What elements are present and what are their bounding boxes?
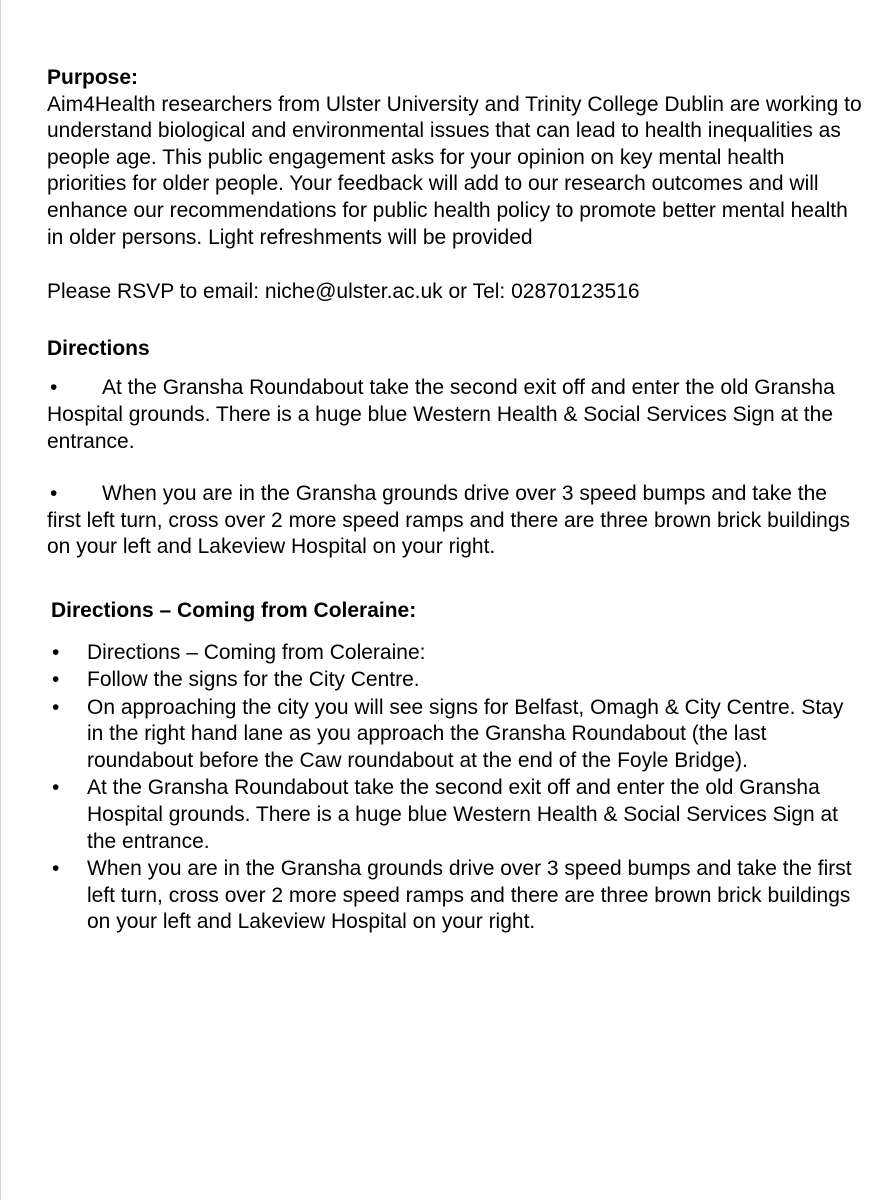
bullet-icon: • <box>50 376 58 400</box>
list-item-text: Follow the signs for the City Centre. <box>87 668 420 692</box>
list-item-text: When you are in the Gransha grounds drive over 3 speed bumps and take the first left turn, cross over 2 more speed ramps and there are three brown brick buildings on your left and Lakeview Hospital on your right. <box>87 857 852 934</box>
rsvp-text: Please RSVP to email: niche@ulster.ac.uk or Tel: 02870123516 <box>47 280 640 304</box>
bullet-icon: • <box>52 695 60 719</box>
list-item-text: On approaching the city you will see signs for Belfast, Omagh & City Centre. Stay in the right hand lane as you approach the Gransha Roundabout (the last roundabout before the Caw roundabout at the end of the Foyle Bridge). <box>87 695 844 772</box>
directions-item-text: At the Gransha Roundabout take the second exit off and enter the old Gransha Hospital grounds. There is a huge blue Western Health & Social Services Sign at the entrance. <box>47 376 835 453</box>
directions-section <box>47 336 862 561</box>
list-item <box>47 640 862 667</box>
bullet-icon: • <box>50 482 58 506</box>
directions-item <box>47 375 862 455</box>
page-left-edge <box>0 0 1 1200</box>
directions-item <box>47 481 862 561</box>
document-page <box>47 65 862 937</box>
purpose-heading: Purpose: <box>47 66 139 89</box>
purpose-section <box>47 65 862 251</box>
list-item <box>47 695 862 775</box>
list-item-text: Directions – Coming from Coleraine: <box>87 640 426 664</box>
bullet-icon: • <box>52 640 60 664</box>
coleraine-section <box>47 598 862 936</box>
list-item <box>47 667 862 694</box>
bullet-icon: • <box>52 857 60 881</box>
directions-heading: Directions <box>47 336 150 360</box>
directions-item-text: When you are in the Gransha grounds drive over 3 speed bumps and take the first left turn, cross over 2 more speed ramps and there are three brown brick buildings on your left and Lakeview Hospital on your right. <box>47 482 851 559</box>
purpose-body: Aim4Health researchers from Ulster University and Trinity College Dublin are working to understand biological and environmental issues that can lead to health inequalities as people age. This public engagement asks for your opinion on key mental health priorities for older people. Your feedback will add to our research outcomes and will enhance our recommendations for public health policy to promote better mental health in older persons. Light refreshments will be provided <box>47 92 862 249</box>
coleraine-heading: Directions – Coming from Coleraine: <box>51 598 417 622</box>
list-item <box>47 856 862 936</box>
list-item <box>47 775 862 855</box>
bullet-icon: • <box>52 776 60 800</box>
coleraine-list <box>47 640 862 937</box>
list-item-text: At the Gransha Roundabout take the second exit off and enter the old Gransha Hospital grounds. There is a huge blue Western Health & Social Services Sign at the entrance. <box>87 776 838 853</box>
bullet-icon: • <box>52 668 60 692</box>
